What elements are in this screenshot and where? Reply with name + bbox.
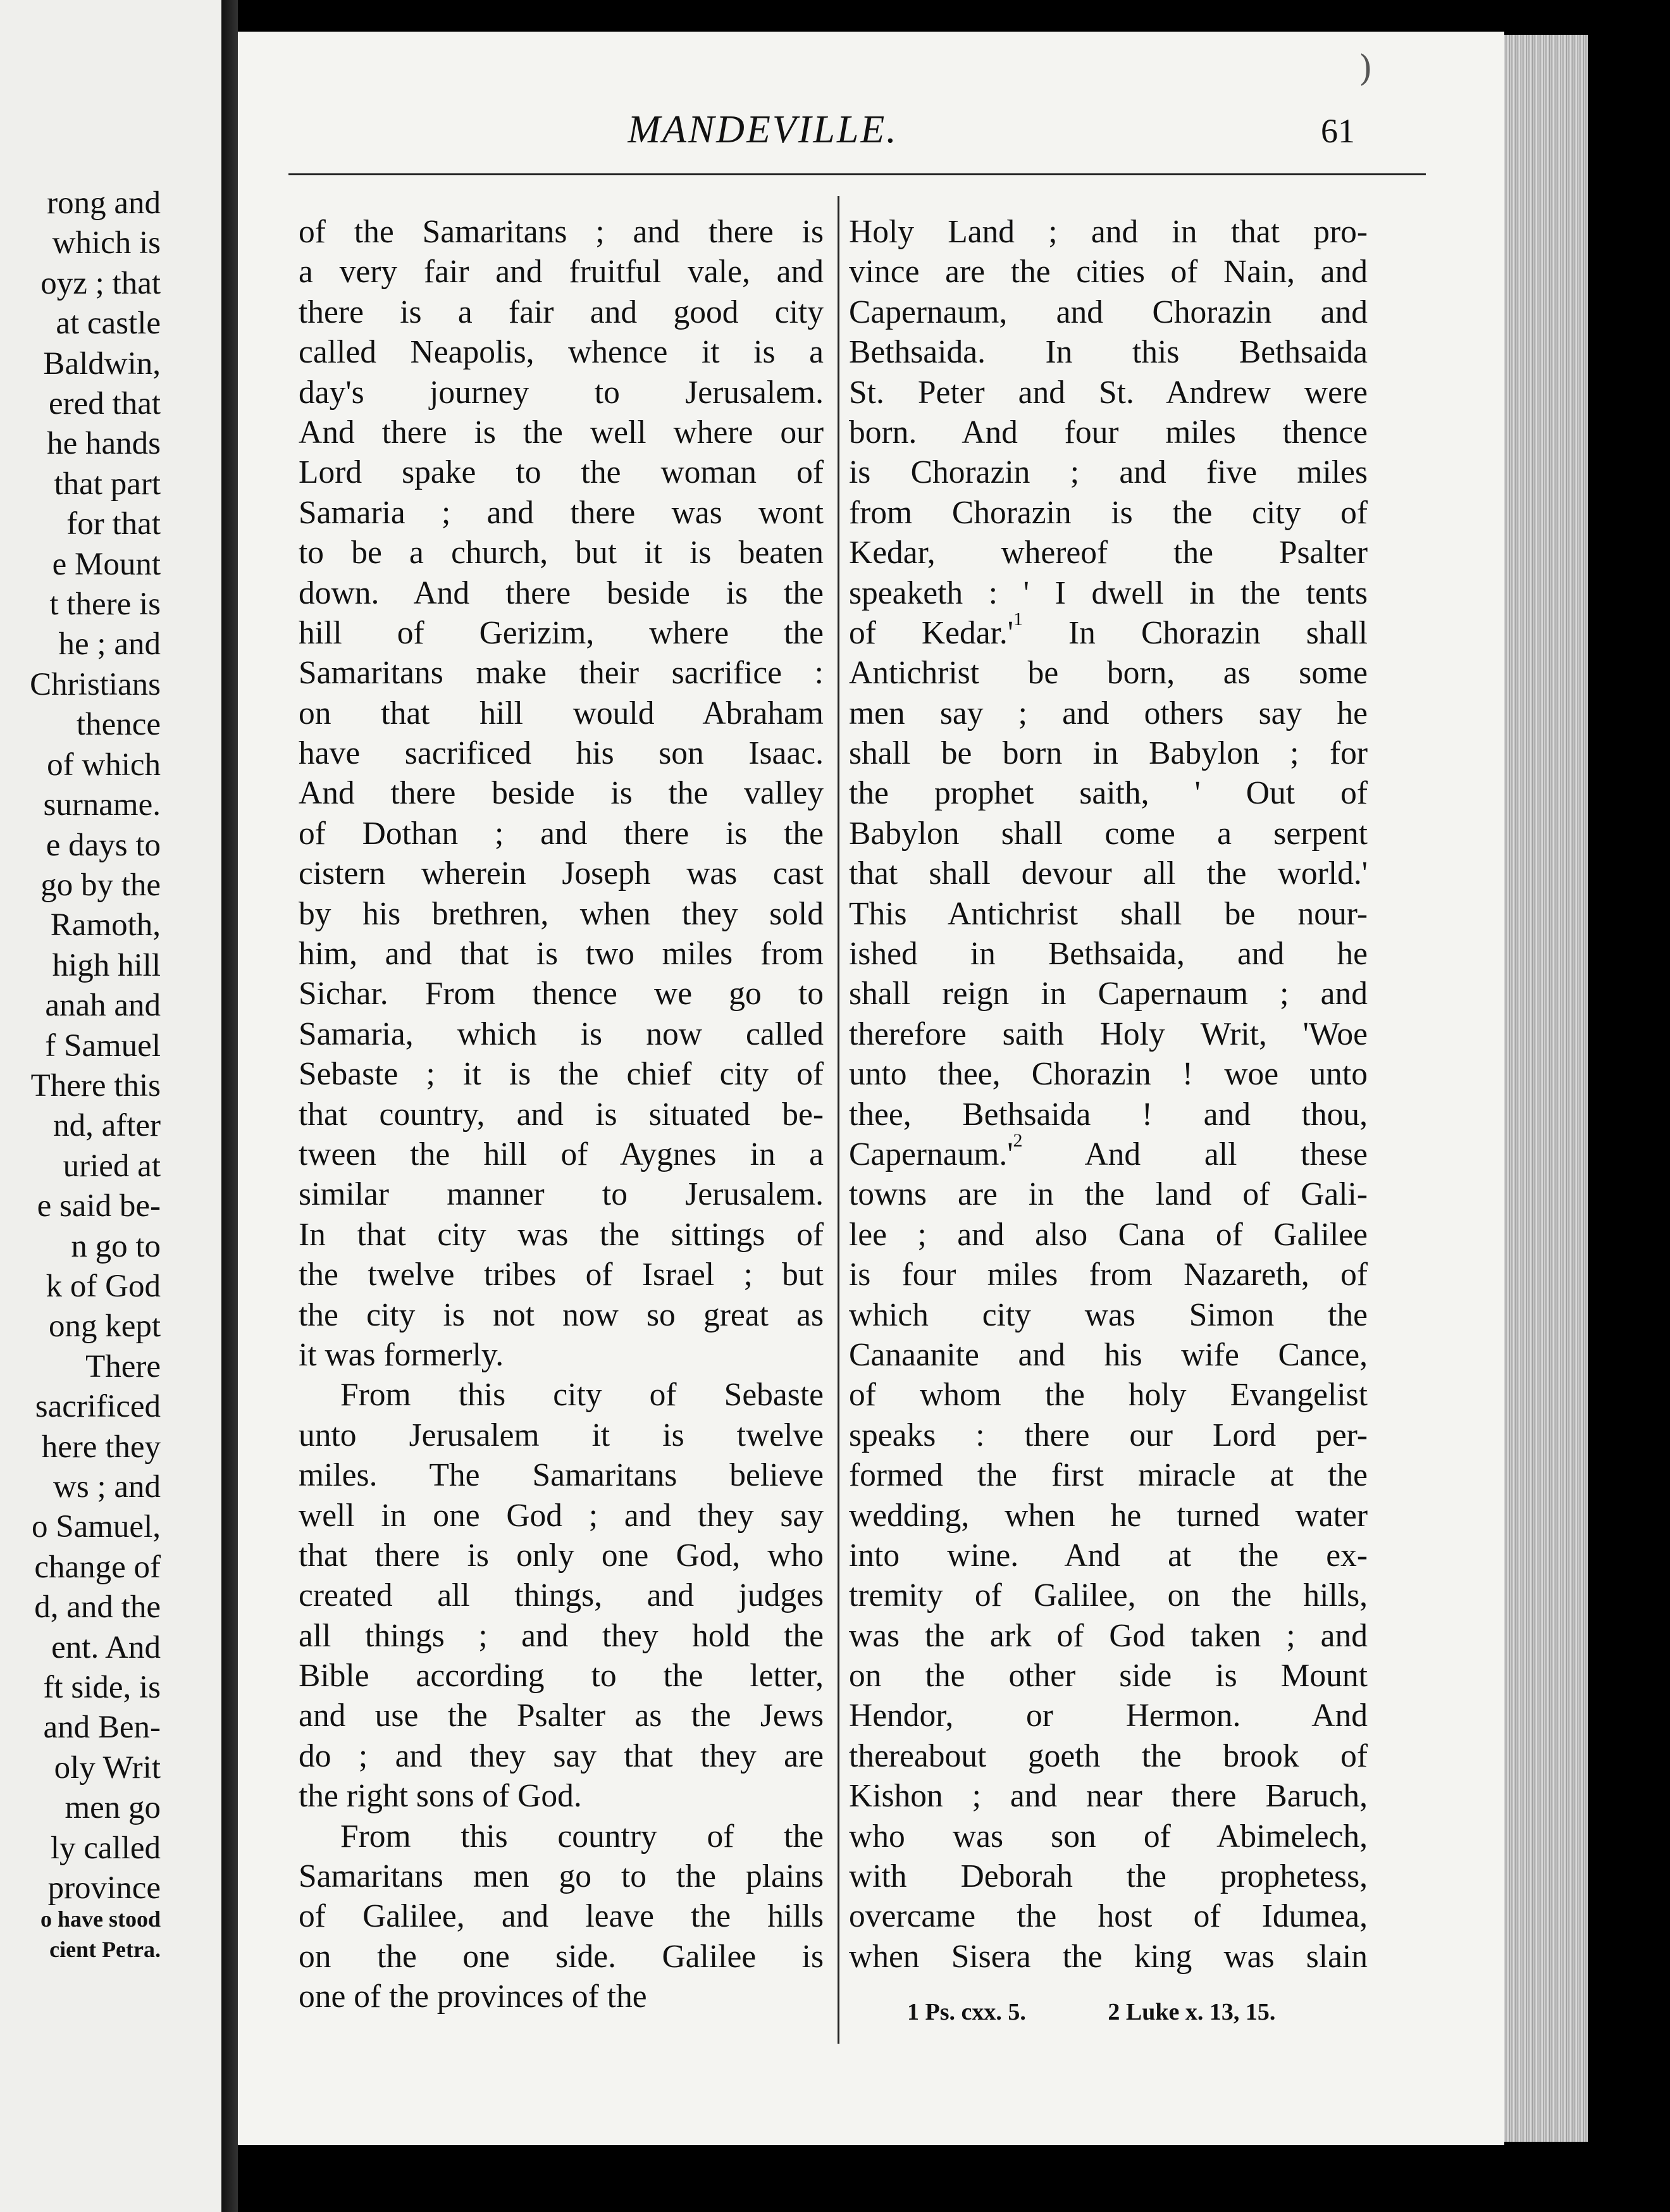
text-line: called Neapolis, whence it is a xyxy=(299,334,824,371)
text-line xyxy=(849,1134,1368,1174)
text-line: there is a fair and good city xyxy=(299,294,824,330)
text-line-end: In Chorazin shall xyxy=(1023,614,1368,651)
text-line: the twelve tribes of Israel ; but xyxy=(299,1257,824,1293)
facing-text-line: at castle xyxy=(56,306,161,342)
text-line: of whom the holy Evangelist xyxy=(849,1377,1368,1414)
facing-footnote-line: cient Petra. xyxy=(49,1937,161,1962)
text-line: day's journey to Jerusalem. xyxy=(299,374,824,411)
column-divider xyxy=(838,196,839,2044)
text-line: when Sisera the king was slain xyxy=(849,1938,1368,1975)
footnote-1: 1 Ps. cxx. 5. xyxy=(907,1999,1026,2025)
text-line: that shall devour all the world.' xyxy=(849,855,1368,892)
text-line: who was son of Abimelech, xyxy=(849,1818,1368,1855)
text-line: cistern wherein Joseph was cast xyxy=(299,855,824,892)
text-line: Canaanite and his wife Cance, xyxy=(849,1336,1368,1373)
text-line: Capernaum, and Chorazin and xyxy=(849,294,1368,330)
text-line: speaks : there our Lord per- xyxy=(849,1417,1368,1453)
facing-text-line: he hands xyxy=(47,426,161,462)
text-line: Samaria ; and there was wont xyxy=(299,494,824,531)
text-line: St. Peter and St. Andrew were xyxy=(849,374,1368,411)
footnote-2: 2 Luke x. 13, 15. xyxy=(1108,1999,1276,2025)
text-line: Lord spake to the woman of xyxy=(299,454,824,491)
text-line: of Galilee, and leave the hills xyxy=(299,1898,824,1935)
facing-text-line: rong and xyxy=(47,185,161,221)
facing-text-line: There this xyxy=(30,1067,161,1103)
facing-text-line: ws ; and xyxy=(53,1469,161,1505)
facing-text-line: f Samuel xyxy=(45,1028,161,1064)
facing-text-line: o Samuel, xyxy=(32,1509,161,1545)
facing-text-line: d, and the xyxy=(34,1589,161,1625)
text-column-left xyxy=(299,212,824,2017)
facing-text-line: men go xyxy=(65,1790,161,1826)
text-line: And there beside is the valley xyxy=(299,775,824,812)
text-line: all things ; and they hold the xyxy=(299,1617,824,1654)
page-number: 61 xyxy=(1321,112,1355,150)
facing-text-line: he ; and xyxy=(58,626,161,662)
text-line: unto thee, Chorazin ! woe unto xyxy=(849,1056,1368,1093)
text-line: well in one God ; and they say xyxy=(299,1497,824,1534)
text-line: similar manner to Jerusalem. xyxy=(299,1176,824,1213)
text-line: towns are in the land of Gali- xyxy=(849,1176,1368,1213)
text-line: Kishon ; and near there Baruch, xyxy=(849,1778,1368,1815)
facing-text-line: There xyxy=(85,1348,161,1384)
text-line: men say ; and others say he xyxy=(849,695,1368,731)
text-line: Samaritans make their sacrifice : xyxy=(299,655,824,692)
text-line: unto Jerusalem it is twelve xyxy=(299,1417,824,1453)
page-edges xyxy=(1504,35,1588,2142)
text-line: Antichrist be born, as some xyxy=(849,655,1368,692)
text-line: vince are the cities of Nain, and xyxy=(849,254,1368,290)
facing-text-line: oyz ; that xyxy=(40,265,161,301)
facing-text-line: sacrificed xyxy=(35,1389,161,1425)
text-line: that there is only one God, who xyxy=(299,1537,824,1574)
text-line xyxy=(849,613,1368,653)
text-line: by his brethren, when they sold xyxy=(299,895,824,932)
text-line: lee ; and also Cana of Galilee xyxy=(849,1216,1368,1253)
facing-page-left xyxy=(0,0,221,2212)
text-line: with Deborah the prophetess, xyxy=(849,1858,1368,1895)
facing-text-line: ong kept xyxy=(48,1308,161,1345)
facing-text-line: province xyxy=(47,1870,161,1906)
text-line: do ; and they say that they are xyxy=(299,1737,824,1774)
facing-footnote-line: o have stood xyxy=(40,1906,161,1932)
facing-text-line: Christians xyxy=(30,666,161,702)
text-line: one of the provinces of the xyxy=(299,1979,647,2015)
text-line-end: And all these xyxy=(1022,1136,1368,1172)
facing-text-line: thence xyxy=(76,707,161,743)
text-line: therefore saith Holy Writ, 'Woe xyxy=(849,1016,1368,1052)
facing-text-line: e Mount xyxy=(52,546,161,582)
text-line: is Chorazin ; and five miles xyxy=(849,454,1368,491)
text-line: is four miles from Nazareth, of xyxy=(849,1257,1368,1293)
footnote-marker: 2 xyxy=(1013,1134,1023,1151)
text-line: hill of Gerizim, where the xyxy=(299,614,824,651)
text-line: thereabout goeth the brook of xyxy=(849,1737,1368,1774)
text-line: was the ark of God taken ; and xyxy=(849,1617,1368,1654)
text-line: Sichar. From thence we go to xyxy=(299,976,824,1012)
facing-text-line: Baldwin, xyxy=(43,345,161,382)
text-line: on the other side is Mount xyxy=(849,1658,1368,1694)
facing-text-line: ft side, is xyxy=(43,1670,161,1706)
facing-text-line: and Ben- xyxy=(43,1710,161,1746)
text-line: into wine. And at the ex- xyxy=(849,1537,1368,1574)
text-line: him, and that is two miles from xyxy=(299,936,824,972)
text-line-start: Capernaum.' xyxy=(849,1136,1013,1172)
facing-text-line: ent. And xyxy=(51,1629,161,1665)
text-line: from Chorazin is the city of xyxy=(849,494,1368,531)
text-line: that country, and is situated be- xyxy=(299,1096,824,1133)
text-line: on the one side. Galilee is xyxy=(299,1938,824,1975)
text-line: tremity of Galilee, on the hills, xyxy=(849,1577,1368,1614)
text-line: of the Samaritans ; and there is xyxy=(299,214,824,250)
facing-text-line: here they xyxy=(41,1429,161,1465)
text-line: have sacrificed his son Isaac. xyxy=(299,735,824,772)
facing-text-line: nd, after xyxy=(53,1108,161,1144)
facing-text-line: change of xyxy=(34,1549,161,1585)
text-line: the city is not now so great as xyxy=(299,1296,824,1333)
text-line: it was formerly. xyxy=(299,1336,504,1373)
facing-text-line: anah and xyxy=(45,988,161,1024)
facing-text-line: of which xyxy=(47,747,161,783)
text-line: Holy Land ; and in that pro- xyxy=(849,214,1368,250)
facing-text-line: high hill xyxy=(52,947,161,983)
facing-text-line: go by the xyxy=(40,867,161,903)
facing-text-line: oly Writ xyxy=(54,1749,161,1786)
text-line: Hendor, or Hermon. And xyxy=(849,1698,1368,1734)
facing-text-line: that part xyxy=(54,466,161,502)
text-line: born. And four miles thence xyxy=(849,414,1368,450)
facing-text-line: e days to xyxy=(46,827,161,863)
running-title: MANDEVILLE. xyxy=(628,108,898,151)
text-line: a very fair and fruitful vale, and xyxy=(299,254,824,290)
text-line: tween the hill of Aygnes in a xyxy=(299,1136,824,1172)
text-line: speaketh : ' I dwell in the tents xyxy=(849,575,1368,611)
book-gutter xyxy=(221,0,238,2212)
text-line: From this country of the xyxy=(340,1818,824,1855)
facing-text-line: ered that xyxy=(49,386,161,422)
footnotes xyxy=(907,1998,1426,2026)
text-line: In that city was the sittings of xyxy=(299,1216,824,1253)
header-rule xyxy=(288,173,1426,175)
footnote-marker: 1 xyxy=(1013,612,1024,630)
text-line: Bethsaida. In this Bethsaida xyxy=(849,334,1368,371)
facing-text-line: for that xyxy=(66,506,161,542)
facing-text-line: uried at xyxy=(63,1148,161,1184)
text-line: and use the Psalter as the Jews xyxy=(299,1698,824,1734)
text-line: formed the first miracle at the xyxy=(849,1457,1368,1494)
facing-text-line: t there is xyxy=(49,587,161,623)
facing-page-text xyxy=(30,183,161,1908)
facing-text-line: surname. xyxy=(43,787,161,823)
text-line: ished in Bethsaida, and he xyxy=(849,936,1368,972)
text-line: Sebaste ; it is the chief city of xyxy=(299,1056,824,1093)
facing-text-line: e said be- xyxy=(37,1188,161,1224)
text-line: the prophet saith, ' Out of xyxy=(849,775,1368,812)
facing-text-line: ly called xyxy=(50,1830,161,1866)
text-line: overcame the host of Idumea, xyxy=(849,1898,1368,1935)
text-column-right xyxy=(849,212,1368,1977)
text-line: shall reign in Capernaum ; and xyxy=(849,976,1368,1012)
text-line: This Antichrist shall be nour- xyxy=(849,895,1368,932)
text-line: which city was Simon the xyxy=(849,1296,1368,1333)
facing-text-line: k of God xyxy=(46,1268,161,1304)
text-line: miles. The Samaritans believe xyxy=(299,1457,824,1494)
corner-mark: ) xyxy=(1359,48,1373,89)
facing-text-line: Ramoth, xyxy=(50,907,161,943)
text-line: wedding, when he turned water xyxy=(849,1497,1368,1534)
text-line: created all things, and judges xyxy=(299,1577,824,1614)
text-line: Kedar, whereof the Psalter xyxy=(849,535,1368,571)
text-line-start: of Kedar.' xyxy=(849,614,1014,651)
facing-text-line: n go to xyxy=(71,1228,161,1264)
text-line: to be a church, but it is beaten xyxy=(299,535,824,571)
text-line: Babylon shall come a serpent xyxy=(849,815,1368,852)
text-line: on that hill would Abraham xyxy=(299,695,824,731)
book-page xyxy=(238,32,1504,2145)
text-line: Bible according to the letter, xyxy=(299,1658,824,1694)
facing-page-footnote xyxy=(40,1904,161,1965)
facing-text-line: which is xyxy=(52,225,161,261)
text-line: Samaritans men go to the plains xyxy=(299,1858,824,1895)
text-line: of Dothan ; and there is the xyxy=(299,815,824,852)
text-line: From this city of Sebaste xyxy=(340,1377,824,1414)
text-line: the right sons of God. xyxy=(299,1778,582,1815)
text-line: down. And there beside is the xyxy=(299,575,824,611)
text-line: shall be born in Babylon ; for xyxy=(849,735,1368,772)
text-line: Samaria, which is now called xyxy=(299,1016,824,1052)
text-line: thee, Bethsaida ! and thou, xyxy=(849,1096,1368,1133)
text-line: And there is the well where our xyxy=(299,414,824,450)
